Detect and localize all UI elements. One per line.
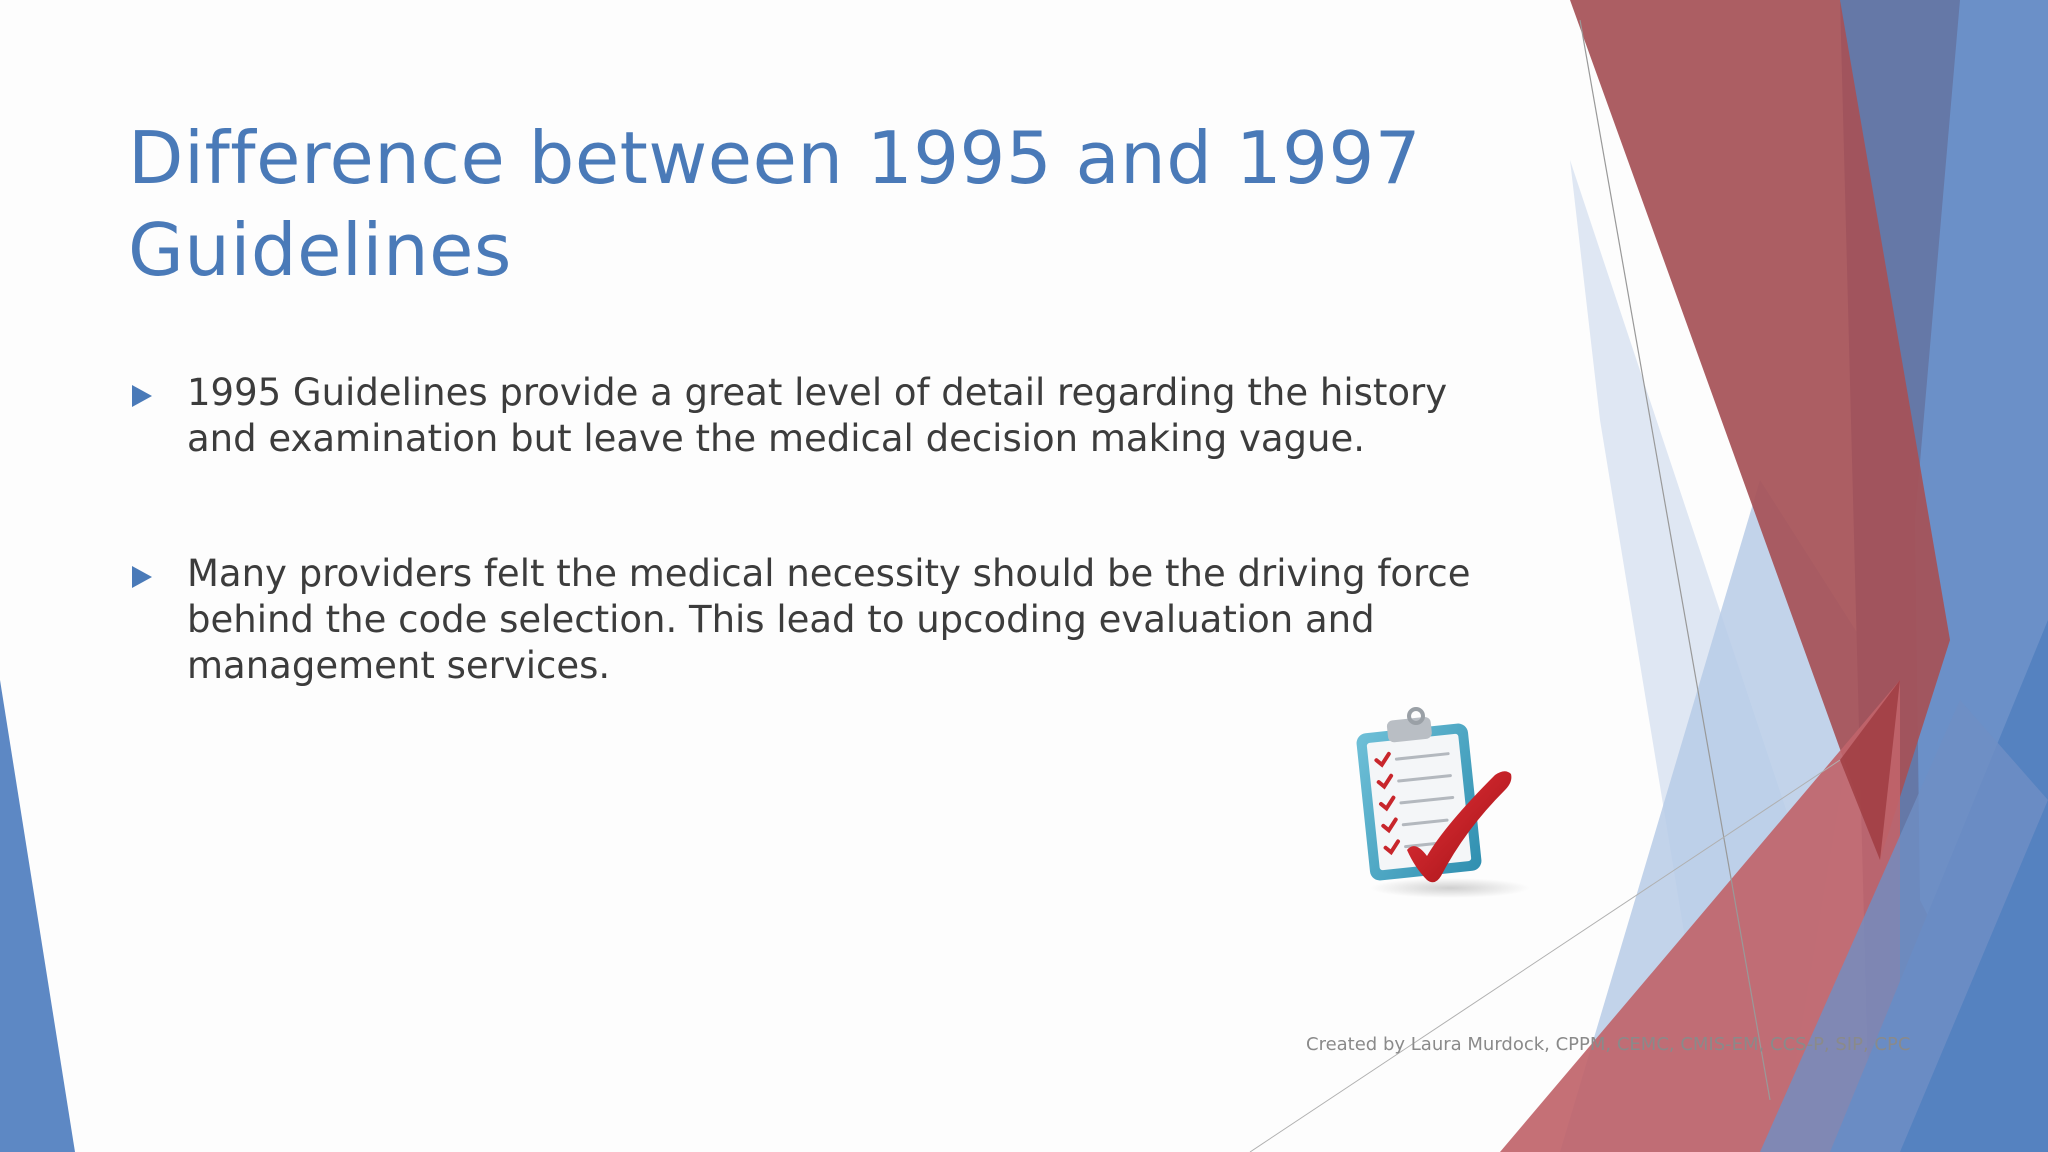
bullet-item — [128, 551, 1528, 689]
bullet-list — [128, 370, 1528, 689]
left-blue-sliver — [0, 680, 75, 1152]
triangle-bullet-icon — [132, 385, 152, 407]
bullet-item — [128, 370, 1528, 462]
bullet-text: 1995 Guidelines provide a great level of detail regarding the history and examination but leave the medical decision making vague. — [187, 371, 1448, 460]
clipboard-checklist-icon — [1345, 700, 1545, 900]
slide-title: Difference between 1995 and 1997 Guidelines — [128, 116, 1422, 292]
triangle-bullet-icon — [132, 566, 152, 588]
footer-credit: Created by Laura Murdock, CPPM, CEMC, CMIS-EM, CCS-P, SIP, CPC — [1306, 1034, 1911, 1055]
bullet-text: Many providers felt the medical necessity should be the driving force behind the code selection. This lead to upcoding evaluation and management services. — [187, 552, 1471, 687]
